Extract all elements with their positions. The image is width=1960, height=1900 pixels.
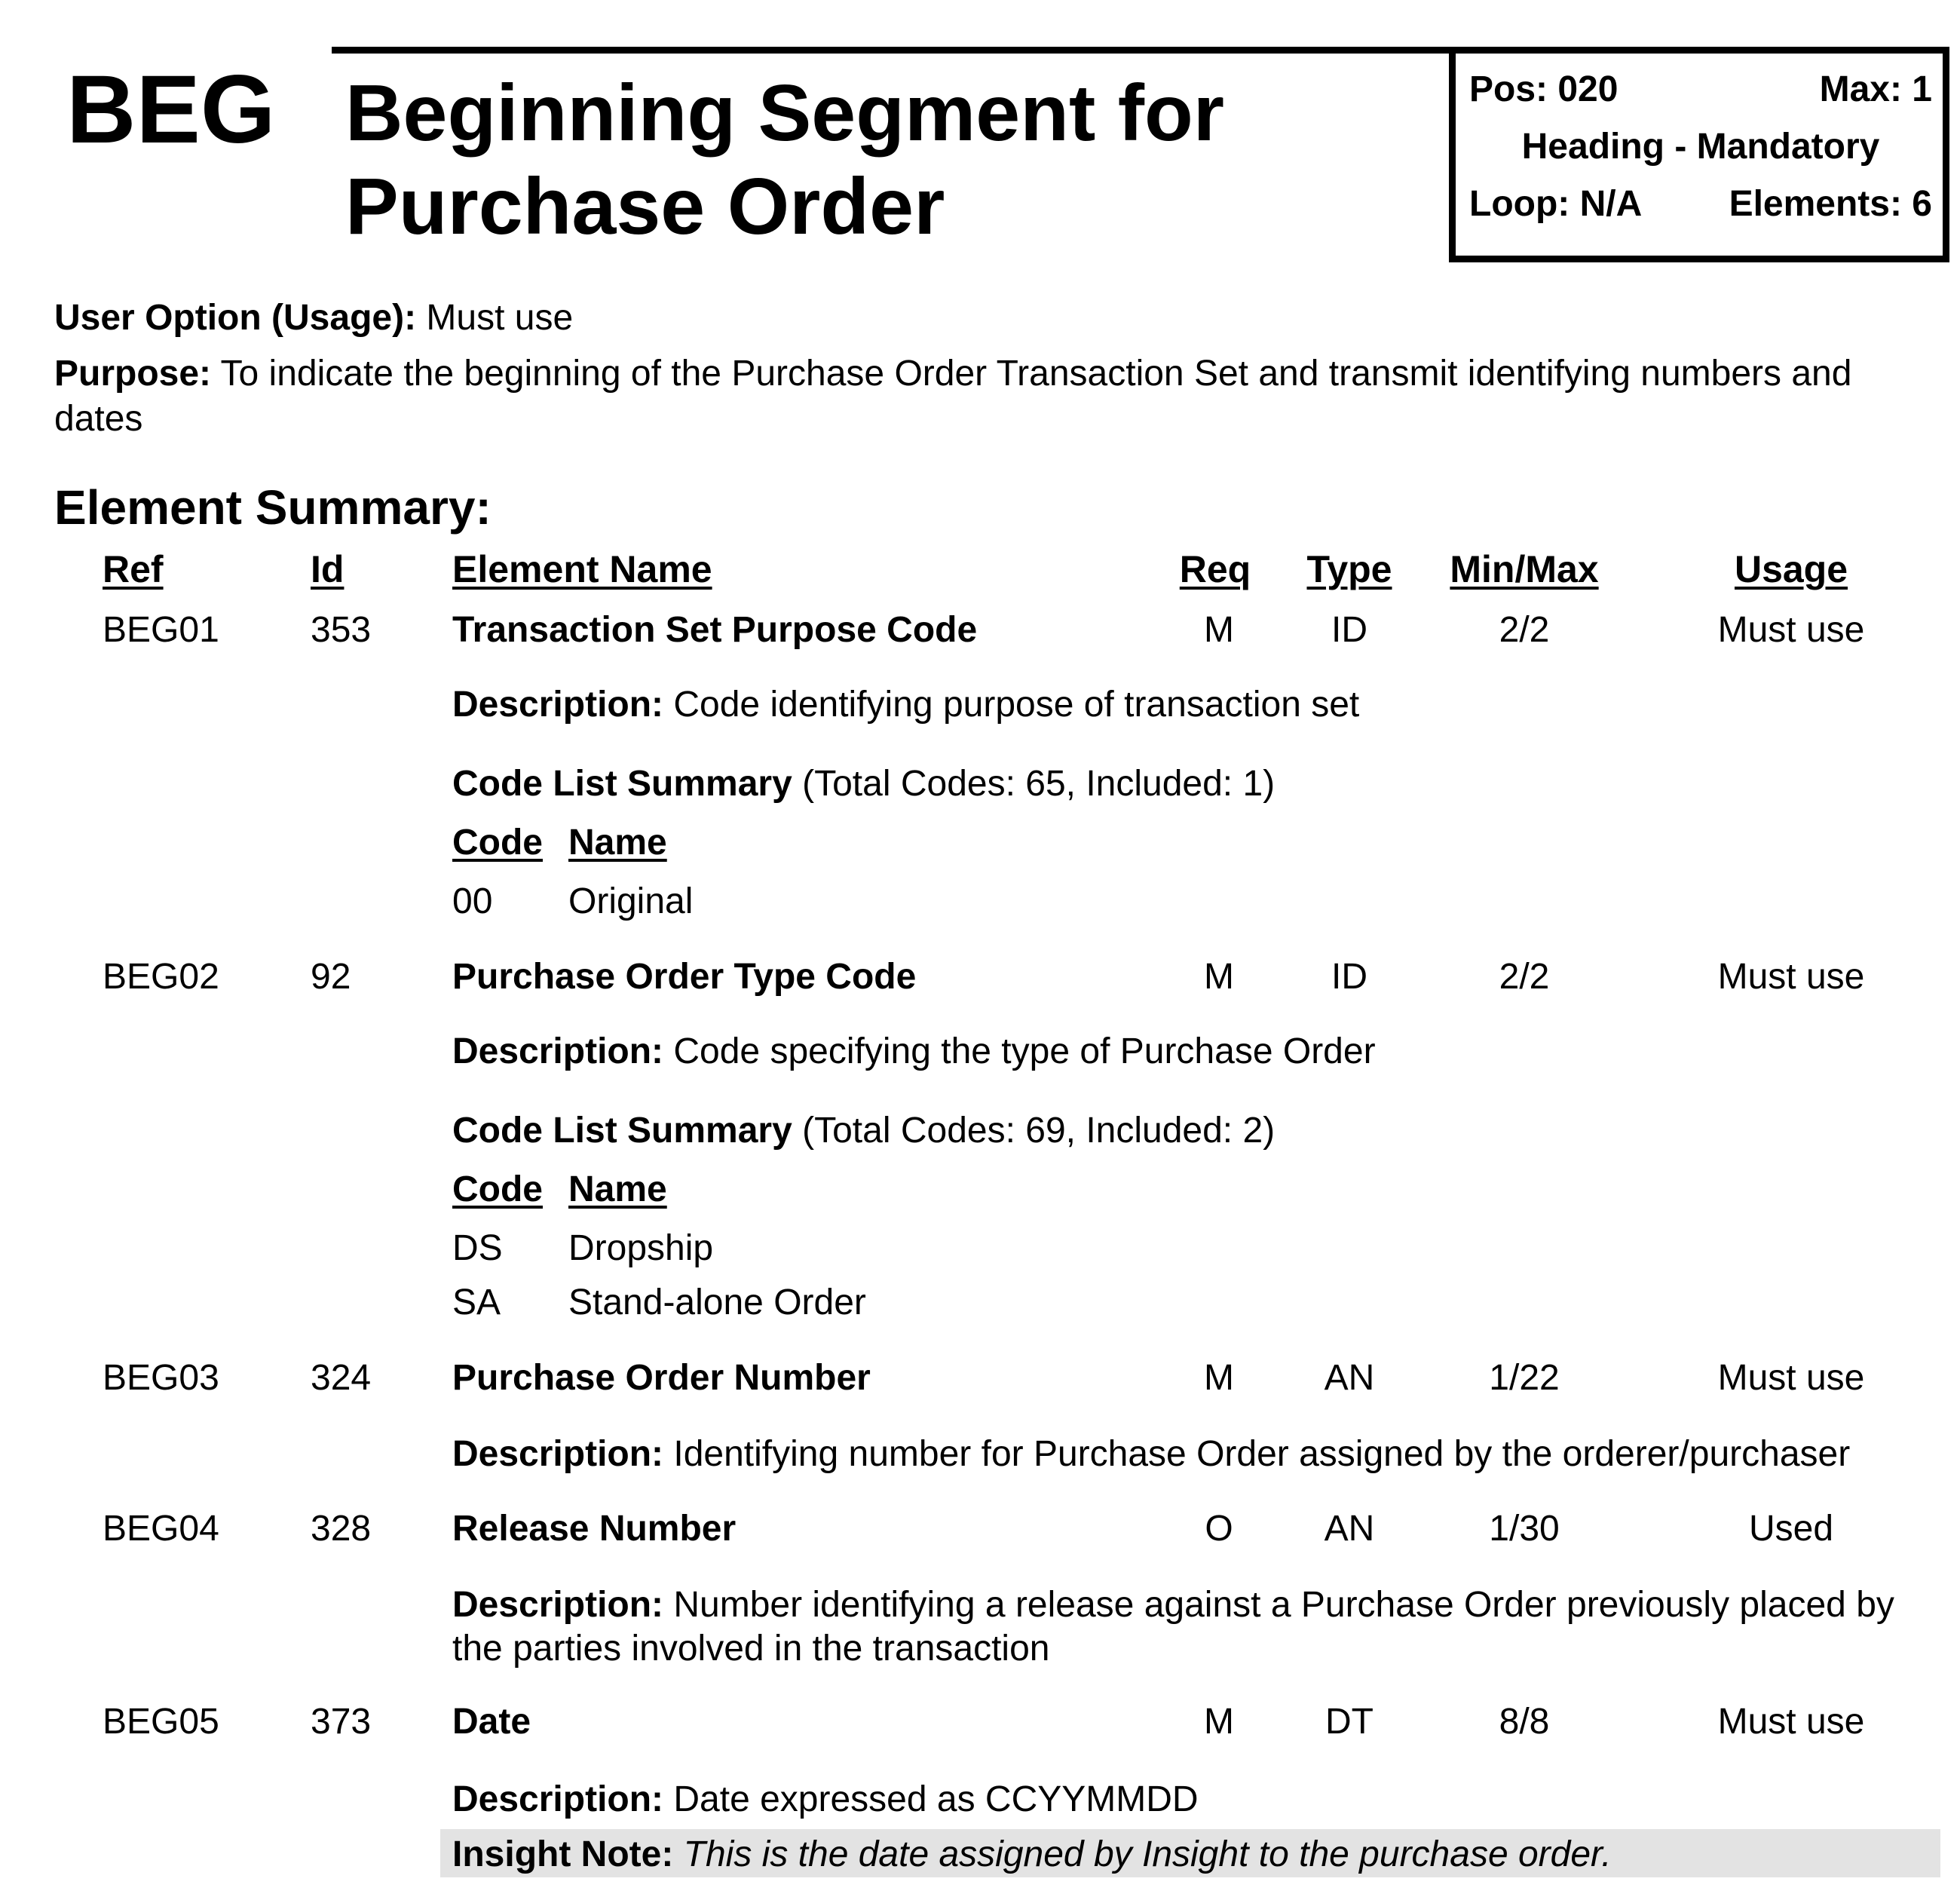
purpose-label: Purpose:: [54, 354, 212, 394]
element-type: AN: [1324, 1358, 1375, 1398]
element-ref: BEG02: [103, 957, 219, 997]
name-header: Name: [568, 1169, 667, 1209]
code-header: Code: [452, 1169, 543, 1209]
user-option-value: Must use: [426, 298, 574, 338]
element-req: O: [1205, 1509, 1233, 1549]
code-list-summary: [452, 1108, 1275, 1154]
segment-title: Beginning Segment for Purchase Order: [345, 69, 1224, 251]
element-ref: BEG03: [103, 1358, 219, 1398]
code-name: Stand-alone Order: [568, 1282, 866, 1322]
element-description: [452, 1030, 1376, 1074]
code-list-counts: (Total Codes: 69, Included: 2): [802, 1111, 1276, 1151]
insight-note-text: This is the date assigned by Insight to the purchase order.: [683, 1834, 1612, 1874]
element-ref: BEG05: [103, 1702, 219, 1742]
insight-note: [452, 1832, 1612, 1877]
col-usage: Usage: [1734, 548, 1848, 590]
title-rule: [332, 47, 1455, 54]
col-ref: Ref: [103, 548, 164, 590]
max-value: Max: 1: [1819, 69, 1932, 109]
element-ref: BEG04: [103, 1509, 219, 1549]
element-req: M: [1204, 1702, 1234, 1742]
element-req: M: [1204, 957, 1234, 997]
element-usage: Must use: [1717, 1358, 1865, 1398]
col-type: Type: [1306, 548, 1392, 590]
col-element-name: Element Name: [452, 548, 712, 590]
segment-info-box: [1449, 47, 1949, 262]
element-min-max: 8/8: [1499, 1702, 1550, 1742]
element-name: Transaction Set Purpose Code: [452, 610, 978, 650]
element-usage: Used: [1748, 1509, 1834, 1549]
element-name: Purchase Order Number: [452, 1358, 871, 1398]
elements-count: Elements: 6: [1729, 184, 1932, 224]
code-value: 00: [452, 881, 493, 921]
element-name: Date: [452, 1702, 531, 1742]
user-option: [54, 296, 573, 341]
element-id: 92: [311, 957, 351, 997]
element-name: Release Number: [452, 1509, 737, 1549]
element-ref: BEG01: [103, 610, 219, 650]
element-description: [452, 1433, 1850, 1476]
code-list-label: Code List Summary: [452, 764, 792, 804]
element-usage: Must use: [1717, 957, 1865, 997]
user-option-label: User Option (Usage):: [54, 298, 417, 338]
element-type: ID: [1331, 610, 1367, 650]
element-min-max: 2/2: [1499, 957, 1550, 997]
element-min-max: 1/22: [1489, 1358, 1560, 1398]
description-text: Date expressed as CCYYMMDD: [673, 1779, 1199, 1819]
col-id: Id: [311, 548, 345, 590]
description-text: Number identifying a release against a Purchase Order previously placed by the parties involved in the transaction: [452, 1585, 1894, 1669]
element-description: [452, 683, 1359, 727]
code-name: Original: [568, 881, 694, 921]
code-list-label: Code List Summary: [452, 1111, 792, 1151]
name-header: Name: [568, 823, 667, 863]
description-text: Code specifying the type of Purchase Order: [673, 1031, 1376, 1071]
insight-note-label: Insight Note:: [452, 1834, 674, 1874]
purpose-value: To indicate the beginning of the Purchase Order Transaction Set and transmit identifying numbers and dates: [54, 354, 1852, 439]
code-name: Dropship: [568, 1228, 714, 1268]
element-usage: Must use: [1717, 1702, 1865, 1742]
code-list-summary: [452, 762, 1275, 807]
description-text: Identifying number for Purchase Order assigned by the orderer/purchaser: [673, 1434, 1851, 1474]
description-label: Description:: [452, 685, 664, 725]
loop-value: Loop: N/A: [1469, 184, 1643, 224]
element-req: M: [1204, 610, 1234, 650]
description-text: Code identifying purpose of transaction set: [673, 685, 1360, 725]
element-id: 324: [311, 1358, 372, 1398]
description-label: Description:: [452, 1585, 664, 1625]
segment-id: BEG: [66, 56, 276, 164]
element-name: Purchase Order Type Code: [452, 957, 917, 997]
purpose: [54, 351, 1909, 442]
code-value: DS: [452, 1228, 503, 1268]
code-list-counts: (Total Codes: 65, Included: 1): [802, 764, 1276, 804]
element-summary-title: Element Summary:: [54, 480, 492, 535]
element-min-max: 1/30: [1489, 1509, 1560, 1549]
element-id: 373: [311, 1702, 372, 1742]
pos-value: Pos: 020: [1469, 69, 1619, 109]
col-min-max: Min/Max: [1450, 548, 1599, 590]
description-label: Description:: [452, 1779, 664, 1819]
element-type: AN: [1324, 1509, 1375, 1549]
element-type: DT: [1325, 1702, 1374, 1742]
description-label: Description:: [452, 1031, 664, 1071]
element-min-max: 2/2: [1499, 610, 1550, 650]
code-value: SA: [452, 1282, 501, 1322]
element-description: [452, 1583, 1930, 1671]
col-req: Req: [1179, 548, 1251, 590]
code-header: Code: [452, 823, 543, 863]
element-id: 328: [311, 1509, 372, 1549]
heading-requirement: Heading - Mandatory: [1521, 127, 1880, 167]
element-description: [452, 1778, 1199, 1822]
element-usage: Must use: [1717, 610, 1865, 650]
element-type: ID: [1331, 957, 1367, 997]
description-label: Description:: [452, 1434, 664, 1474]
element-req: M: [1204, 1358, 1234, 1398]
element-id: 353: [311, 610, 372, 650]
